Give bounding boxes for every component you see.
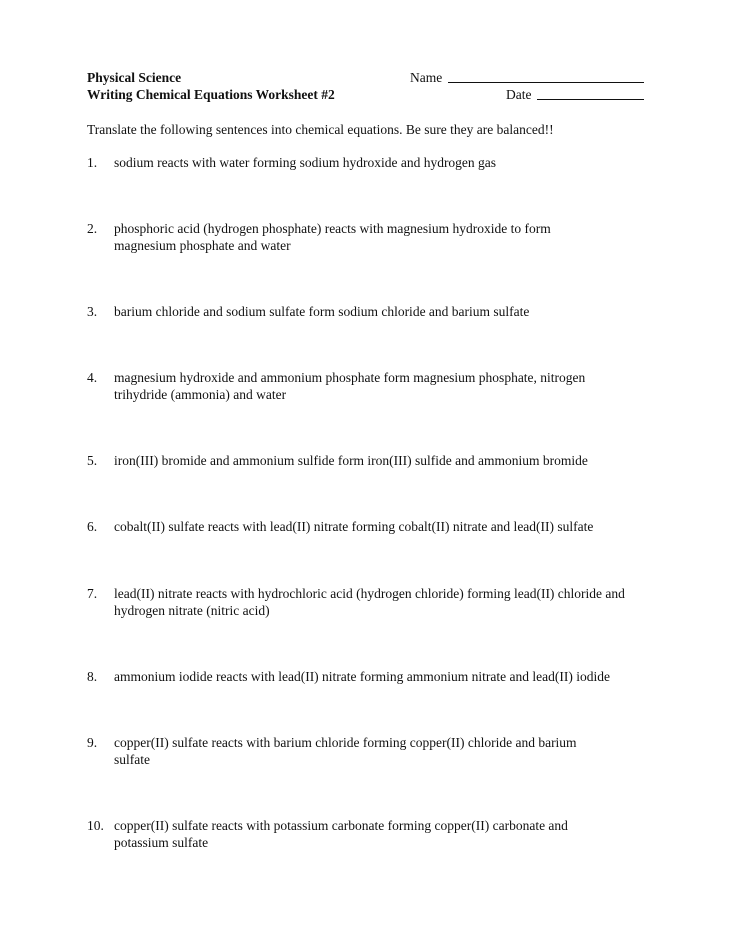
question-text: ammonium iodide reacts with lead(II) nitrate forming ammonium nitrate and lead(II) iodide xyxy=(114,669,610,684)
course-title: Physical Science xyxy=(87,70,182,85)
date-field-line xyxy=(537,99,644,100)
question-number: 3. xyxy=(87,304,98,319)
question-text: sodium reacts with water forming sodium hydroxide and hydrogen gas xyxy=(114,155,497,170)
question-number: 9. xyxy=(87,735,98,750)
question-text: copper(II) sulfate reacts with barium chloride forming copper(II) chloride and barium sulfate xyxy=(114,735,577,767)
question-number: 8. xyxy=(87,669,98,684)
question-text: lead(II) nitrate reacts with hydrochloric acid (hydrogen chloride) forming lead(II) chloride and hydrogen nitrate (nitric acid) xyxy=(114,586,625,618)
question-text: copper(II) sulfate reacts with potassium carbonate forming copper(II) carbonate and potassium sulfate xyxy=(114,818,568,850)
question-text: cobalt(II) sulfate reacts with lead(II) nitrate forming cobalt(II) nitrate and lead(II) sulfate xyxy=(114,519,594,534)
question-number: 4. xyxy=(87,370,98,385)
name-field-line xyxy=(448,82,644,83)
question-text: iron(III) bromide and ammonium sulfide form iron(III) sulfide and ammonium bromide xyxy=(114,453,588,468)
question-number: 5. xyxy=(87,453,98,468)
question-text: phosphoric acid (hydrogen phosphate) reacts with magnesium hydroxide to form magnesium phosphate and water xyxy=(114,221,551,253)
question-number: 10. xyxy=(87,818,104,833)
question-number: 1. xyxy=(87,155,98,170)
question-text: magnesium hydroxide and ammonium phosphate form magnesium phosphate, nitrogen trihydride (ammonia) and water xyxy=(114,370,586,402)
question-number: 6. xyxy=(87,519,98,534)
name-label: Name xyxy=(410,70,443,85)
question-number: 7. xyxy=(87,586,98,601)
question-number: 2. xyxy=(87,221,98,236)
date-label: Date xyxy=(506,87,532,102)
instructions: Translate the following sentences into chemical equations. Be sure they are balanced!! xyxy=(87,122,554,137)
worksheet-title: Writing Chemical Equations Worksheet #2 xyxy=(87,87,335,102)
question-text: barium chloride and sodium sulfate form sodium chloride and barium sulfate xyxy=(114,304,530,319)
